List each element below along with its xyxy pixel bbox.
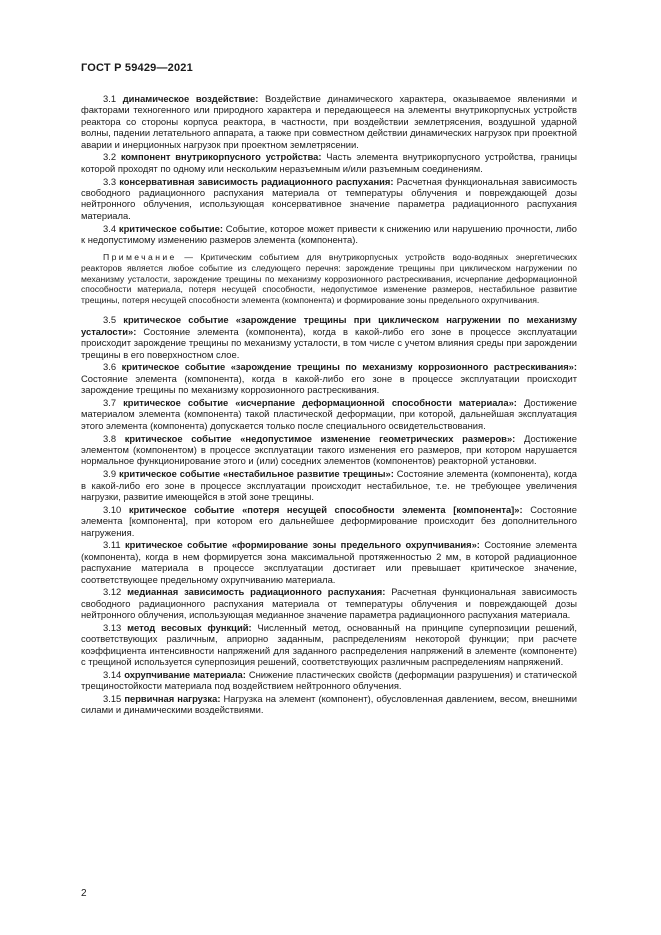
item-number: 3.12 [103,586,122,598]
definitions-list-1 [81,93,577,245]
item-text: Часть элемента внутрикорпусного устройства, границы которой проходят по одному или нескольким неразъемным и/или разъемным соединениям. [81,151,577,174]
item-number: 3.5 [103,314,117,326]
note-text: — Критическим событием для внутрикорпусных устройств водо-водяных энергетических реакторов является любое событие из следующего перечня: зарождение трещины при циклическом нагружении по механизму усталости, зарождение трещины по механизму коррозионного растрескивания, исчерпание деформационной способности материала, потеря несущей способности, недопустимое изменение размеров, нестабильное развитие трещины, потеря несущей способности элемента (компонента) и формирование зоны предельного охрупчивания. [81,252,577,305]
definition-item [81,314,577,360]
document-body [81,93,577,717]
definition-item [81,622,577,668]
definition-item [81,539,577,585]
item-term: критическое событие «нестабильное развитие трещины»: [119,468,394,480]
item-term: критическое событие «потеря несущей способности элемента [компонента]»: [128,503,523,515]
item-text: Снижение пластических свойств (деформации разрушения) и статической трещиностойкости материала под воздействием нейтронного облучения. [81,668,577,692]
item-number: 3.15 [103,692,122,704]
item-term: метод весовых функций: [127,621,252,633]
item-number: 3.3 [103,175,117,187]
item-number: 3.7 [103,396,117,408]
definition-item [81,504,577,538]
item-number: 3.4 [103,222,117,234]
item-term: динамическое воздействие: [122,93,259,104]
item-term: критическое событие «зарождение трещины при циклическом нагружении по механизму усталости»: [81,314,577,337]
definition-item [81,151,577,174]
item-term: компонент внутрикорпусного устройства: [120,151,322,163]
definition-item [81,223,577,246]
item-text: Состояние элемента (компонента), когда в какой-либо его зоне в процессе эксплуатации происходит нестабильное, т.е. не требующее увеличения нагрузки, развитие имеющейся в этой зоне трещины. [81,468,578,502]
definition-item [81,669,577,692]
item-text: Расчетная функциональная зависимость свободного радиационного распухания материала от температуры облучения и повреждающей дозы нейтронного облучения, использующая консервативное значение параметра радиационного распухания материала. [81,175,577,221]
note-label: Примечание [103,252,177,263]
definition-item [81,361,577,395]
item-text: Воздействие динамического характера, оказываемое явлениями и факторами техногенного или природного характера и передающееся на элементы внутрикорпусных устройств реактора со стороны корпуса реактора, в частности, при воздействии землетрясения, воздушной ударной волны, падении летательного аппарата, а также при совместном действии динамических нагрузок при проектной аварии и инерционных нагрузок при проектном землетрясении. [81,93,578,150]
item-text: Достижение материалом элемента (компонента) такой пластической деформации, при которой, дальнейшая эксплуатация этого элемента (компонента) допускается только после специального освидетельствования. [81,396,577,431]
definition-item [81,468,577,502]
item-term: критическое событие «зарождение трещины по механизму коррозионного растрескивания»: [121,361,578,373]
item-text: Расчетная функциональная зависимость свободного радиационного распухания материала от температуры облучения и повреждающей дозы нейтронного облучения, использующая медианное значение параметра радиационного распухания материала. [81,586,577,621]
item-term: критическое событие «исчерпание деформационной способности материала»: [123,396,517,408]
item-text: Состояние элемента (компонента), когда в какой-либо его зоне в процессе эксплуатации происходит зарождение трещины по механизму усталости, в том числе с учетом влияния среды при зарождении трещины в его поверхностном слое. [81,325,577,360]
item-text: Состояние элемента [компонента], при котором его дальнейшее деформирование происходит без дополнительного нагружения. [81,503,577,538]
definition-item [81,693,577,716]
definition-item [81,586,577,620]
item-term: критическое событие: [118,222,223,234]
item-term: критическое событие «формирование зоны предельного охрупчивания»: [124,539,480,551]
definition-item [81,397,577,431]
item-term: охрупчивание материала: [124,668,246,680]
document-header: ГОСТ Р 59429—2021 [81,62,193,74]
item-text: Состояние элемента (компонента), когда в нем формируется зона максимальной протяженностью 2 мм, в которой радиационное распухание материала в процессе эксплуатации достигает или превышает критическое значение, соответствующее предельному охрупчиванию материала. [81,539,577,585]
item-text: Численный метод, основанный на принципе суперпозиции решений, соответствующих различным, априорно заданным, распределениям некоторой функции; при расчете коэффициента интенсивности напряжений для заданного распределения напряжений в элементе (компоненте) с трещиной используется суперпозиция решений, соответствующих различным распределениям напряжений. [81,621,577,668]
item-term: первичная нагрузка: [124,692,221,704]
item-number: 3.11 [103,539,121,551]
item-number: 3.9 [103,468,117,480]
item-text: Нагрузка на элемент (компонент), обусловленная давлением, весом, внешними силами и динамическими воздействиями. [81,692,578,716]
item-text: Событие, которое может привести к снижению или нарушению прочности, либо к недопустимому изменению размеров элемента (компонента). [81,222,578,245]
item-term: критическое событие «недопустимое изменение геометрических размеров»: [124,432,516,444]
item-text: Достижение элементом (компонентом) в процессе эксплуатации такого изменения его размеров, при котором нарушается нормальное функционирование этого и (или) соседних элементов (компонентов) реакторной установки. [81,432,577,467]
item-number: 3.13 [103,621,122,633]
definition-item [81,176,577,222]
item-number: 3.6 [103,361,117,373]
definitions-list-2 [81,314,577,715]
item-number: 3.8 [103,432,117,444]
page-number: 2 [81,888,87,899]
definition-item [81,433,577,467]
note-paragraph [81,252,577,305]
item-number: 3.1 [103,93,117,104]
item-term: консервативная зависимость радиационного распухания: [119,175,394,187]
item-number: 3.10 [103,503,122,515]
item-number: 3.2 [103,151,117,163]
definition-item [81,93,577,150]
item-text: Состояние элемента (компонента), когда в какой-либо его зоне в процессе эксплуатации происходит зарождение трещины по механизму коррозионного растрескивания. [81,372,577,396]
item-term: медианная зависимость радиационного распухания: [127,586,386,598]
item-number: 3.14 [103,668,122,680]
